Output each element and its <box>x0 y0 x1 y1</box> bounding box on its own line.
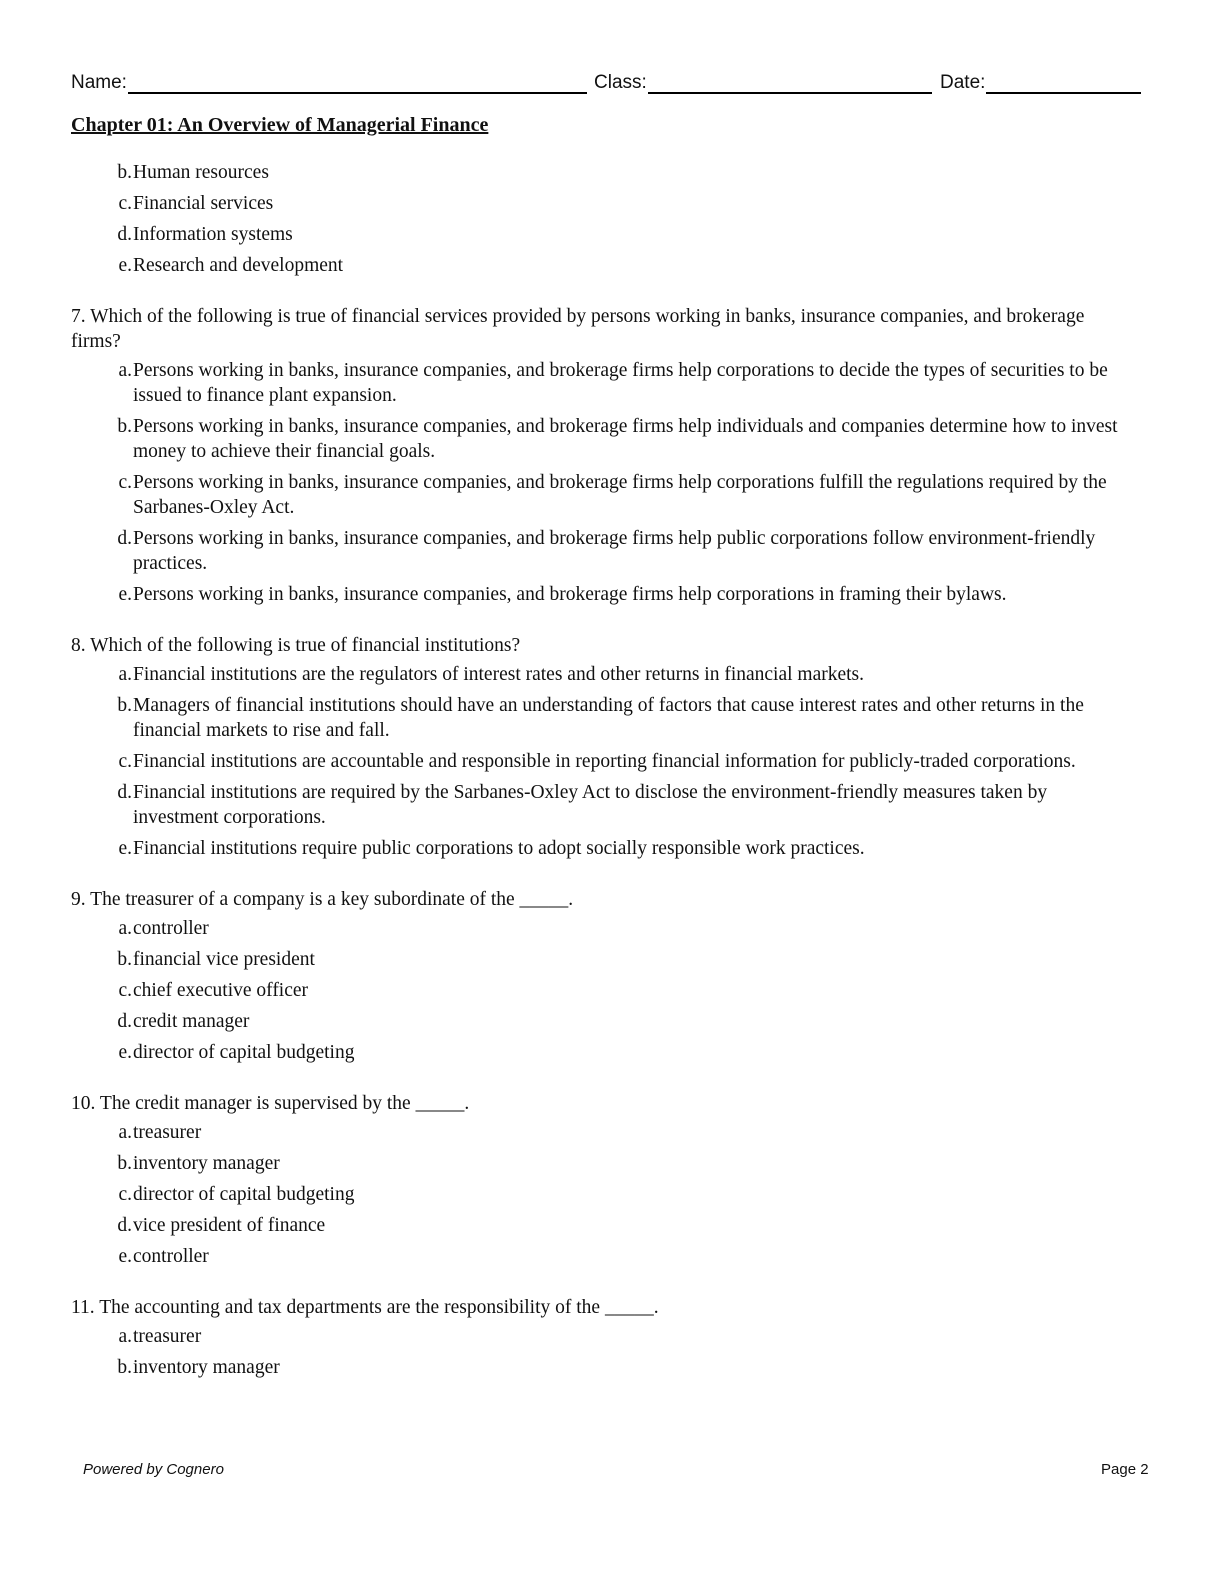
date-blank-line <box>986 72 1141 94</box>
option-text: vice president of finance <box>133 1215 326 1236</box>
answer-option <box>71 1151 1131 1176</box>
question-number: 9. <box>71 889 86 910</box>
option-text: treasurer <box>133 1326 202 1347</box>
date-field <box>940 72 1141 94</box>
answer-options <box>71 662 1131 861</box>
answer-option <box>71 253 1131 278</box>
option-letter: a. <box>118 664 132 685</box>
option-letter: d. <box>117 224 132 245</box>
option-text: Financial institutions are the regulators of interest rates and other returns in financial markets. <box>133 664 865 685</box>
questions-container <box>71 304 1131 1380</box>
question-item <box>71 1295 1131 1380</box>
option-text: Information systems <box>133 224 293 245</box>
answer-options <box>71 1120 1131 1269</box>
name-field <box>71 72 587 94</box>
option-text: chief executive officer <box>133 980 309 1001</box>
option-letter: e. <box>118 838 132 859</box>
option-letter: b. <box>117 695 132 716</box>
option-text: inventory manager <box>133 1357 280 1378</box>
option-text: financial vice president <box>133 949 315 970</box>
answer-option <box>71 978 1131 1003</box>
answer-option <box>71 1355 1131 1380</box>
option-text: Persons working in banks, insurance companies, and brokerage firms help corporations fulfill the regulations required by the Sarbanes-Oxley Act. <box>133 472 1107 518</box>
question-number: 8. <box>71 635 86 656</box>
question-text: The accounting and tax departments are the responsibility of the _____. <box>99 1297 659 1318</box>
question-stem <box>71 1091 1131 1116</box>
option-text: Financial institutions require public corporations to adopt socially responsible work practices. <box>133 838 865 859</box>
answer-option <box>71 414 1131 464</box>
answer-option <box>71 693 1131 743</box>
option-text: treasurer <box>133 1122 202 1143</box>
answer-option <box>71 1182 1131 1207</box>
option-text: Research and development <box>133 255 344 276</box>
question-text: The credit manager is supervised by the _____. <box>99 1093 470 1114</box>
name-label: Name: <box>71 72 127 93</box>
option-text: Persons working in banks, insurance companies, and brokerage firms help individuals and companies determine how to invest money to achieve their financial goals. <box>133 416 1118 462</box>
date-label: Date: <box>940 72 986 93</box>
option-text: Managers of financial institutions should have an understanding of factors that cause interest rates and other returns in the financial markets to rise and fall. <box>133 695 1084 741</box>
question-item <box>71 1091 1131 1269</box>
answer-options <box>71 358 1131 607</box>
option-letter: d. <box>117 528 132 549</box>
option-letter: e. <box>118 1246 132 1267</box>
answer-option <box>71 947 1131 972</box>
option-text: Persons working in banks, insurance companies, and brokerage firms help corporations to decide the types of securities to be issued to finance plant expansion. <box>133 360 1108 406</box>
answer-option <box>71 1213 1131 1238</box>
question-number: 10. <box>71 1093 96 1114</box>
option-text: Persons working in banks, insurance companies, and brokerage firms help public corporations follow environment-friendly practices. <box>133 528 1096 574</box>
question-stem <box>71 887 1131 912</box>
answer-option <box>71 1040 1131 1065</box>
answer-option <box>71 160 1131 185</box>
question-stem <box>71 1295 1131 1320</box>
student-info-header <box>71 72 1143 98</box>
answer-option <box>71 836 1131 861</box>
option-letter: a. <box>118 360 132 381</box>
option-letter: c. <box>118 980 132 1001</box>
option-letter: c. <box>118 751 132 772</box>
option-text: Financial services <box>133 193 274 214</box>
option-text: Financial institutions are required by the Sarbanes-Oxley Act to disclose the environment-friendly measures taken by investment corporations. <box>133 782 1048 828</box>
question-item <box>71 304 1131 607</box>
answer-option <box>71 749 1131 774</box>
option-letter: b. <box>117 1357 132 1378</box>
question-item <box>71 887 1131 1065</box>
answer-option <box>71 1324 1131 1349</box>
answer-option <box>71 582 1131 607</box>
option-letter: b. <box>117 949 132 970</box>
class-label: Class: <box>594 72 647 93</box>
option-letter: e. <box>118 1042 132 1063</box>
option-letter: c. <box>118 472 132 493</box>
answer-options <box>71 916 1131 1065</box>
question-stem <box>71 633 1131 658</box>
option-letter: d. <box>117 1011 132 1032</box>
option-letter: b. <box>117 162 132 183</box>
answer-option <box>71 662 1131 687</box>
answer-option <box>71 1244 1131 1269</box>
answer-option <box>71 780 1131 830</box>
option-letter: d. <box>117 782 132 803</box>
continued-options <box>71 160 1131 278</box>
option-letter: b. <box>117 1153 132 1174</box>
option-text: Persons working in banks, insurance companies, and brokerage firms help corporations in framing their bylaws. <box>133 584 1007 605</box>
answer-option <box>71 358 1131 408</box>
option-text: Financial institutions are accountable and responsible in reporting financial information for publicly-traded corporations. <box>133 751 1076 772</box>
option-letter: c. <box>118 193 132 214</box>
name-blank-line <box>128 72 587 94</box>
question-list <box>71 160 1131 1386</box>
question-text: Which of the following is true of financial services provided by persons working in banks, insurance companies, and brokerage firms? <box>71 306 1085 352</box>
option-letter: e. <box>118 584 132 605</box>
question-text: Which of the following is true of financial institutions? <box>90 635 521 656</box>
answer-options <box>71 1324 1131 1380</box>
option-letter: a. <box>118 1326 132 1347</box>
option-text: controller <box>133 918 209 939</box>
option-letter: c. <box>118 1184 132 1205</box>
answer-option <box>71 222 1131 247</box>
answer-option <box>71 191 1131 216</box>
question-text: The treasurer of a company is a key subordinate of the _____. <box>90 889 574 910</box>
powered-by-footer: Powered by Cognero <box>83 1461 224 1478</box>
question-number: 11. <box>71 1297 95 1318</box>
class-field <box>594 72 932 94</box>
option-letter: d. <box>117 1215 132 1236</box>
option-text: credit manager <box>133 1011 250 1032</box>
chapter-title: Chapter 01: An Overview of Managerial Finance <box>71 114 489 136</box>
answer-option <box>71 1009 1131 1034</box>
answer-option <box>71 1120 1131 1145</box>
answer-option <box>71 916 1131 941</box>
option-letter: e. <box>118 255 132 276</box>
option-text: director of capital budgeting <box>133 1042 355 1063</box>
option-text: controller <box>133 1246 209 1267</box>
question-stem <box>71 304 1131 354</box>
page-number: Page 2 <box>1101 1461 1149 1478</box>
question-item <box>71 633 1131 861</box>
answer-option <box>71 470 1131 520</box>
answer-option <box>71 526 1131 576</box>
question-number: 7. <box>71 306 86 327</box>
class-blank-line <box>648 72 932 94</box>
option-text: inventory manager <box>133 1153 280 1174</box>
option-text: Human resources <box>133 162 269 183</box>
option-letter: b. <box>117 416 132 437</box>
option-letter: a. <box>118 918 132 939</box>
option-letter: a. <box>118 1122 132 1143</box>
option-text: director of capital budgeting <box>133 1184 355 1205</box>
